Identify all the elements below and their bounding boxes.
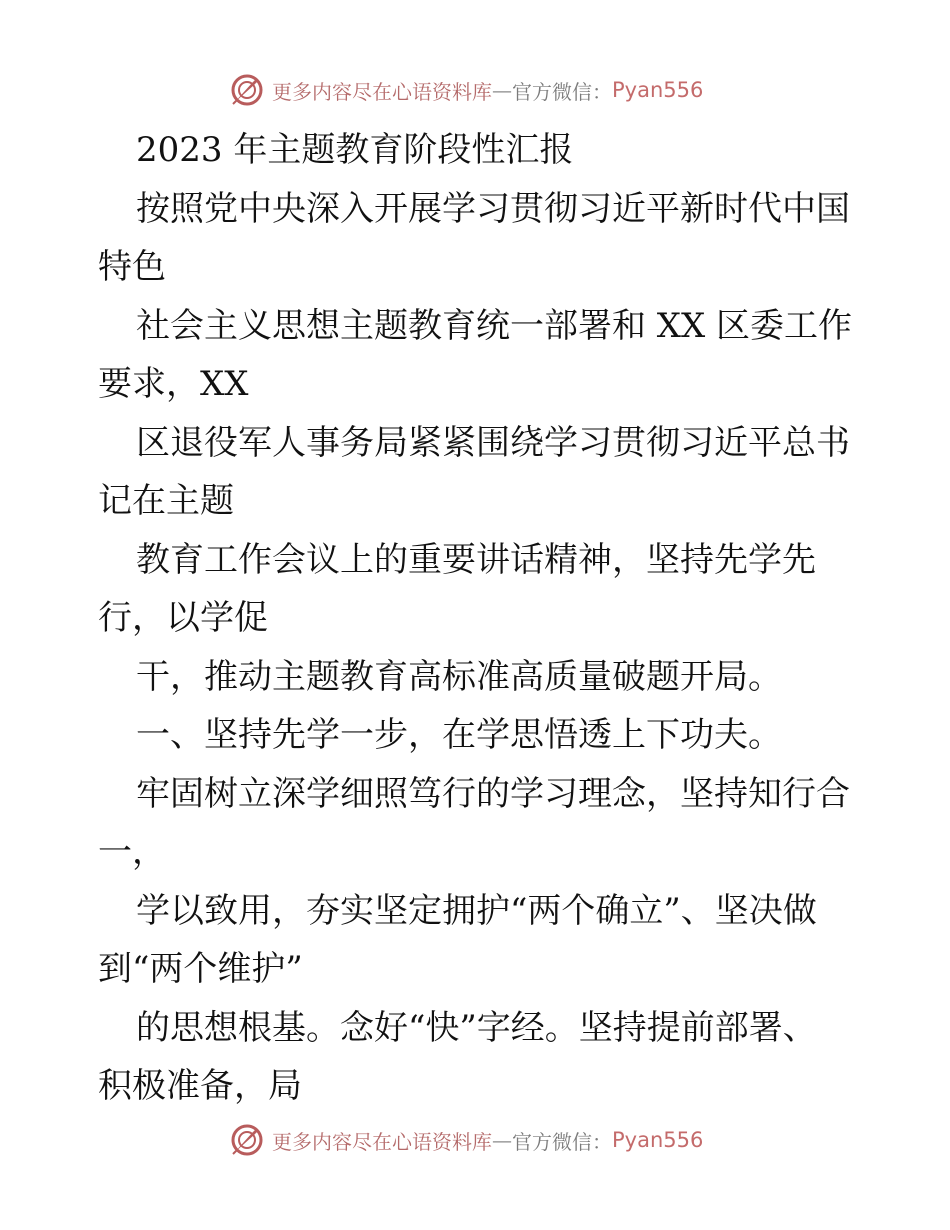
- watermark-site-text: 更多内容尽在心语资料库: [272, 1129, 492, 1154]
- paragraph-line: 干，推动主题教育高标准高质量破题开局。: [136, 656, 782, 697]
- watermark-wechat-id: Pyan556: [612, 1128, 704, 1152]
- section-heading: 一、坚持先学一步，在学思悟透上下功夫。: [136, 715, 782, 755]
- paragraph-line: 按照党中央深入开展学习贯彻习近平新时代中国: [136, 188, 850, 229]
- paragraph-line: 一，: [98, 832, 166, 872]
- paragraph-line: 教育工作会议上的重要讲话精神，坚持先学先: [136, 539, 816, 580]
- paragraph-line: 学以致用，夯实坚定拥护“两个确立”、坚决做: [136, 890, 817, 931]
- paragraph-line: 要求，XX: [98, 364, 249, 404]
- watermark-separator: —: [492, 78, 512, 102]
- paragraph-line: 的思想根基。念好“快”字经。坚持提前部署、: [136, 1007, 817, 1048]
- quill-pen-circle-icon: [230, 1123, 264, 1157]
- document-body: [98, 121, 858, 1116]
- footer-watermark: [230, 1120, 703, 1160]
- paragraph-line: 特色: [98, 247, 166, 287]
- document-title: 2023 年主题教育阶段性汇报: [136, 130, 574, 170]
- paragraph-line: 到“两个维护”: [98, 949, 303, 989]
- paragraph-line: 区退役军人事务局紧紧围绕学习贯彻习近平总书: [136, 422, 850, 463]
- paragraph-line: 牢固树立深学细照笃行的学习理念，坚持知行合: [136, 773, 850, 814]
- paragraph-line: 社会主义思想主题教育统一部署和 XX 区委工作: [136, 305, 853, 346]
- quill-pen-circle-icon: [230, 73, 264, 107]
- watermark-site-text: 更多内容尽在心语资料库: [272, 79, 492, 104]
- paragraph-line: 记在主题: [98, 481, 234, 521]
- header-watermark: [230, 70, 703, 110]
- paragraph-line: 积极准备，局: [98, 1066, 302, 1106]
- watermark-wechat-label: 官方微信：: [512, 1129, 612, 1154]
- paragraph-line: 行，以学促: [98, 598, 268, 638]
- watermark-separator: —: [492, 1128, 512, 1152]
- watermark-wechat-id: Pyan556: [612, 78, 704, 102]
- watermark-wechat-label: 官方微信：: [512, 79, 612, 104]
